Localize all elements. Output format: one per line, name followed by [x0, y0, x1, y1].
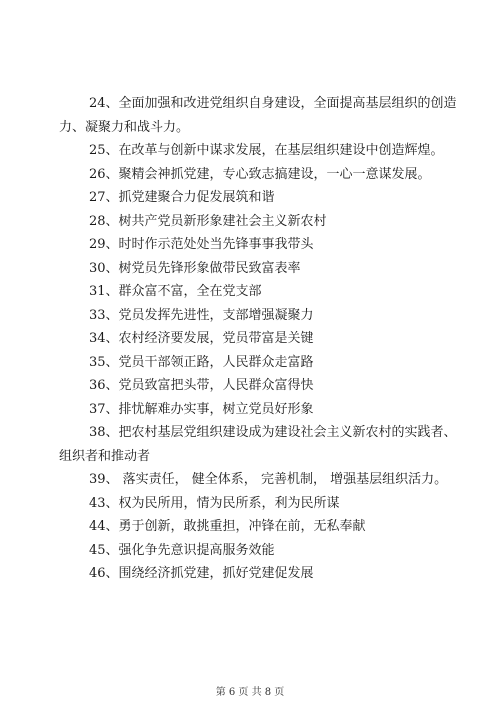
list-item: 29、时时作示范处处当先锋事事我带头 — [89, 237, 314, 252]
list-item: 24、全面加强和改进党组织自身建设，全面提高基层组织的创造力、凝聚力和战斗力。 — [59, 96, 457, 135]
list-item: 43、权为民所用，情为民所系，利为民所谋 — [89, 495, 340, 511]
list-item: 36、党员致富把头带，人民群众富得快 — [89, 378, 314, 393]
list-item: 30、树党员先锋形象做带民致富表率 — [89, 260, 301, 276]
list-item: 46、围绕经济抓党建，抓好党建促发展 — [89, 566, 314, 581]
list-item: 35、党员干部领正路，人民群众走富路 — [89, 354, 314, 370]
list-item: 27、抓党建聚合力促发展筑和谐 — [89, 190, 275, 205]
list-item: 44、勇于创新，敢挑重担，冲锋在前，无私奉献 — [89, 519, 366, 534]
list-item: 25、在改革与创新中谋求发展，在基层组织建设中创造辉煌。 — [89, 143, 444, 158]
document-body — [59, 92, 459, 586]
page-number-footer: 第 6 页 共 8 页 — [215, 687, 285, 698]
list-item: 39、 落实责任， 健全体系， 完善机制， 增强基层组织活力。 — [89, 472, 448, 487]
list-item: 38、把农村基层党组织建设成为建设社会主义新农村的实践者、组织者和推动者 — [59, 425, 457, 464]
list-item: 45、强化争先意识提高服务效能 — [89, 542, 275, 558]
list-item: 34、农村经济要发展，党员带富是关键 — [89, 331, 314, 346]
list-item: 31、群众富不富，全在党支部 — [89, 284, 262, 299]
list-item: 33、党员发挥先进性，支部增强凝聚力 — [89, 307, 314, 323]
list-item: 26、聚精会神抓党建，专心致志搞建设，一心一意谋发展。 — [89, 166, 431, 182]
list-item: 37、排忧解难办实事，树立党员好形象 — [89, 401, 314, 417]
list-item: 28、树共产党员新形象建社会主义新农村 — [89, 213, 327, 229]
